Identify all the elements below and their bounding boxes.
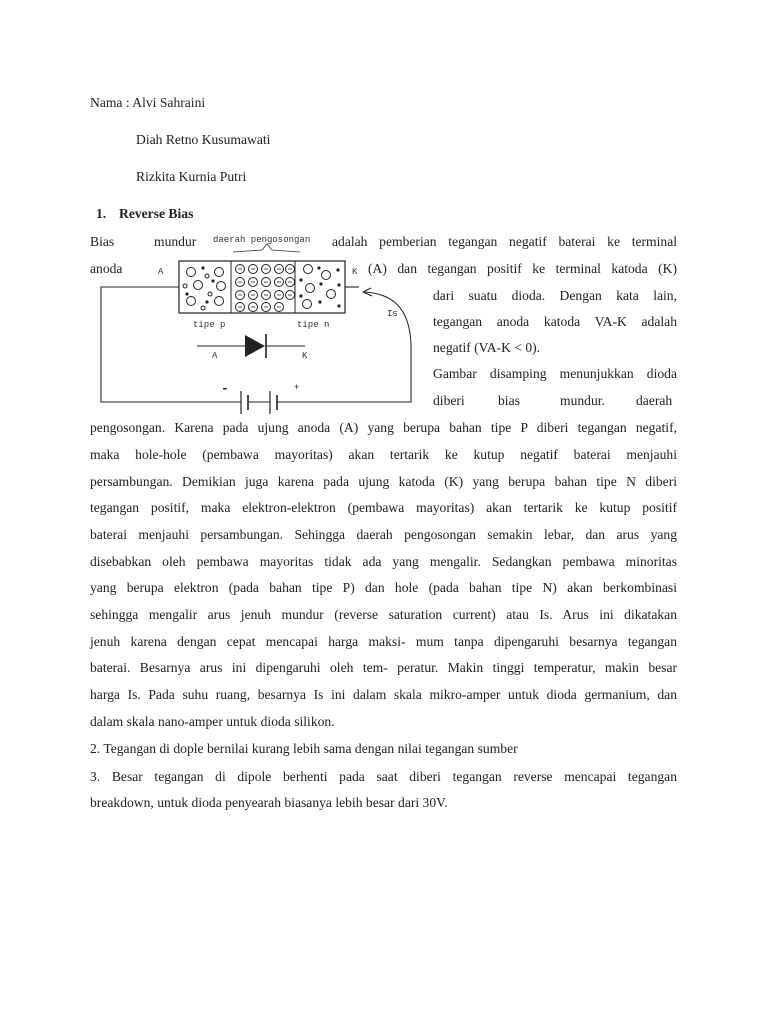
body-line-2: maka hole-hole (pembawa mayoritas) akan tertarik ke kutup negatif baterai menjauhi (90, 447, 677, 462)
battery-positive-label: + (294, 383, 300, 393)
reverse-bias-diagram (95, 228, 435, 420)
intro-word-mundur: mundur (154, 234, 197, 249)
intro-rest: adalah pemberian tegangan negatif baterai ke terminal (332, 234, 677, 249)
side-line-2: tegangan anoda katoda VA-K adalah (433, 314, 677, 329)
p-type-label: tipe p (193, 320, 226, 330)
member-3: Rizkita Kurnia Putri (136, 169, 247, 184)
item-2: 2. Tegangan di dople bernilai kurang lebih sama dengan nilai tegangan sumber (90, 741, 518, 756)
side-last-3: mundur. (560, 393, 605, 408)
battery-negative-label: - (221, 381, 229, 396)
item-3-line-1: 3. Besar tegangan di dipole berhenti pada saat diberi tegangan reverse mencapai tegangan (90, 769, 677, 784)
depletion-bracket (233, 244, 300, 252)
line2-right: (A) dan tegangan positif ke terminal katoda (K) (368, 261, 677, 276)
depletion-label: daerah pengosongan (213, 235, 311, 245)
cathode-label: K (352, 267, 358, 277)
body-line-last: dalam skala nano-amper untuk dioda silikon. (90, 714, 335, 729)
body-line-8: sehingga mengalir arus jenuh mundur (reverse saturation current) atau Is. Arus ini dikatakan (90, 607, 677, 622)
side-last-4: daerah (636, 393, 673, 408)
diode-anode-label: A (212, 351, 218, 361)
side-line-1: dari suatu dioda. Dengan kata lain, (433, 288, 677, 303)
side-last-2: bias (498, 393, 520, 408)
intro-word-bias: Bias (90, 234, 115, 249)
line2-left: anoda (90, 261, 123, 276)
anode-label: A (158, 267, 164, 277)
section-number: 1. (96, 206, 107, 221)
item-3-line-2: breakdown, untuk dioda penyearah biasanya lebih besar dari 30V. (90, 795, 448, 810)
body-line-10: baterai. Besarnya arus ini dipengaruhi oleh tem- peratur. Makin tinggi temperatur, makin besar (90, 660, 677, 675)
member-2: Diah Retno Kusumawati (136, 132, 271, 147)
body-line-11: harga Is. Pada suhu ruang, besarnya Is ini dalam skala mikro-amper untuk dioda germanium, dan (90, 687, 677, 702)
side-line-3: negatif (VA-K < 0). (433, 340, 541, 355)
body-line-1: pengosongan. Karena pada ujung anoda (A) yang berupa bahan tipe P diberi tegangan negatif, (90, 420, 677, 435)
body-line-5: baterai menjauhi persambungan. Sehingga daerah pengosongan semakin lebar, dan arus yang (90, 527, 677, 542)
is-label: Is (387, 309, 398, 319)
diode-symbol (245, 335, 265, 357)
nama-line: Nama : Alvi Sahraini (90, 95, 206, 110)
n-type-label: tipe n (297, 320, 330, 330)
side-line-4: Gambar disamping menunjukkan dioda (433, 366, 677, 381)
circuit-wire-return (277, 343, 411, 402)
body-line-9: jenuh karena dengan cepat mencapai harga maksi- mum tanpa dipengaruhi besarnya tegangan (90, 634, 677, 649)
battery-symbol (241, 391, 277, 414)
side-last-1: diberi (433, 393, 465, 408)
section-title: Reverse Bias (119, 206, 194, 221)
body-line-3: persambungan. Demikian juga karena pada ujung katoda (K) yang berupa bahan tipe N diberi (90, 474, 677, 489)
body-line-6: disebabkan oleh pembawa mayoritas tidak ada yang mengalir. Sedangkan pembawa minoritas (90, 554, 677, 569)
diode-cathode-label: K (302, 351, 308, 361)
body-line-4: tegangan positif, maka elektron-elektron (pembawa mayoritas) akan tertarik ke kutup positif (90, 500, 677, 515)
body-line-7: yang berupa elektron (pada bahan tipe P) dan hole (pada bahan tipe N) akan berkombinasi (90, 580, 677, 595)
